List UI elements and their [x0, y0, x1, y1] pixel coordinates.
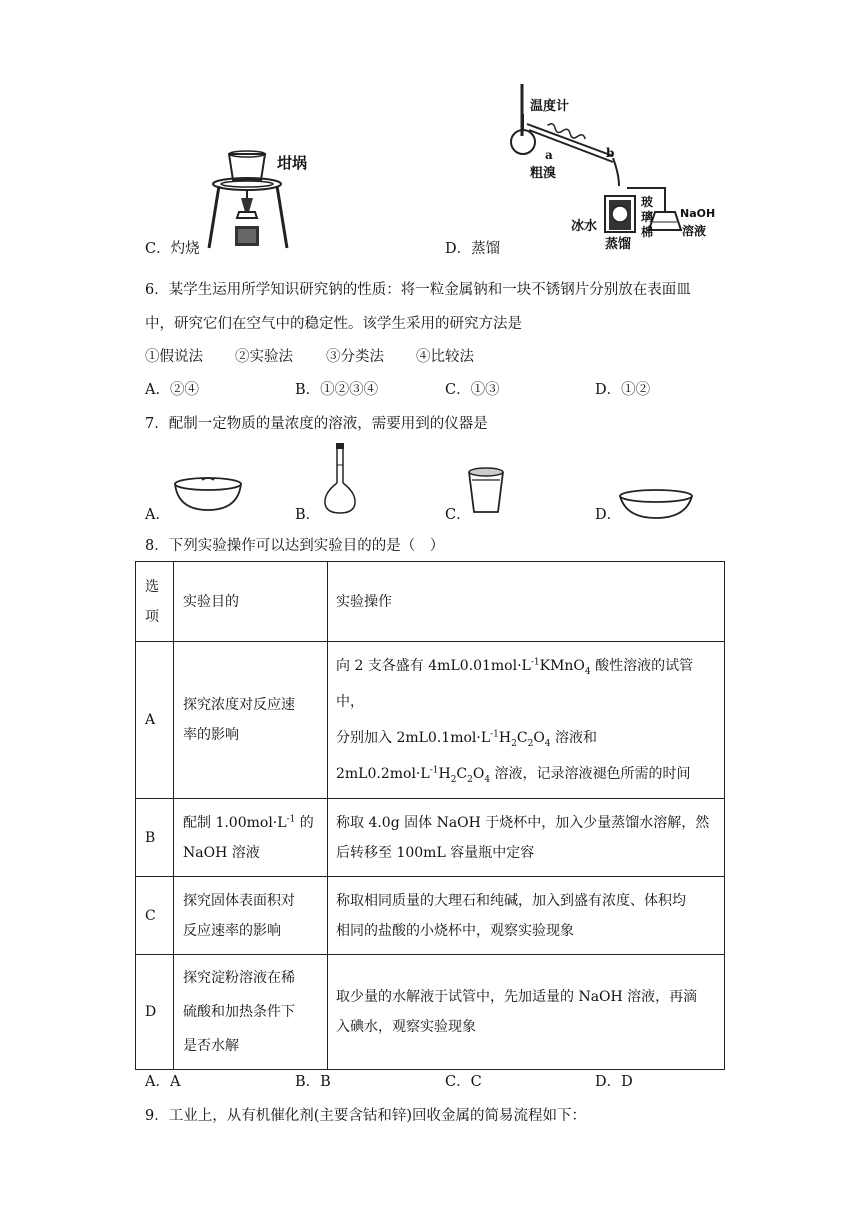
q6-option-b: B．①②③④	[295, 382, 379, 398]
q6-option-d: D．①②	[595, 382, 651, 398]
q7-option-a: A．	[145, 507, 170, 523]
q5-option-c: C．灼烧	[145, 241, 200, 257]
purpose-line: 率的影响	[183, 727, 239, 743]
table-header-row	[136, 562, 725, 642]
operation-line: 入碘水，观察实验现象	[336, 1019, 476, 1035]
row-operation	[328, 955, 725, 1070]
watch-glass-icon	[618, 488, 694, 520]
purpose-line: 探究固体表面积对	[183, 892, 295, 909]
operation-line: 相同的盐酸的小烧杯中，观察实验现象	[336, 922, 574, 939]
header-option-char1: 选	[145, 578, 159, 595]
purpose-line: 硫酸和加热条件下	[183, 1004, 295, 1020]
label-b: b	[606, 146, 615, 160]
header-option-char2: 项	[145, 608, 159, 625]
q6-option-a: A．②④	[145, 382, 199, 398]
row-key: A	[136, 642, 174, 799]
glass-wool-label-1: 玻	[641, 195, 654, 209]
q8-experiment-table	[135, 561, 725, 1070]
crude-bromine-label: 粗溴	[530, 166, 557, 181]
q6-option-c: C．①③	[445, 382, 500, 398]
row-purpose	[174, 642, 328, 799]
header-option	[136, 562, 174, 642]
q8-option-b: B．B	[295, 1074, 331, 1090]
q6-stem-line2: 中，研究它们在空气中的稳定性。该学生采用的研究方法是	[145, 316, 522, 332]
crucible-label: 坩埚	[277, 154, 308, 172]
glass-wool-label-2: 璃	[641, 210, 654, 224]
header-purpose: 实验目的	[174, 562, 328, 642]
row-purpose: 配制 $1.00mol\cdot L^{-1}$ 的 NaOH 溶液	[174, 799, 328, 877]
row-key: D	[136, 955, 174, 1070]
purpose-line: 探究淀粉溶液在稀	[183, 970, 295, 986]
operation-line: 取少量的水解液于试管中，先加适量的 NaOH 溶液，再滴	[336, 989, 698, 1005]
q9-stem: 9．工业上，从有机催化剂(主要含钴和锌)回收金属的简易流程如下：	[145, 1108, 587, 1124]
purpose-line: 反应速率的影响	[183, 922, 281, 939]
table-row	[136, 877, 725, 955]
q7-option-d: D．	[595, 507, 622, 523]
volumetric-flask-icon	[320, 443, 360, 515]
table-row	[136, 642, 725, 799]
row-operation: 向 2 支各盛有 $4mL0.01mol\cdot L^{-1}KMnO_4$ 酸性溶液的试管中， 分别加入 $2mL0.1mol\cdot L^{-1}H_2C_2O_4$ 溶液和 $2mL0.2mol\cdot L^{-1}H_2C_2O_4$ 溶液，记录溶液褪色所需的时间	[328, 642, 725, 799]
q7-stem: 7．配制一定物质的量浓度的溶液，需要用到的仪器是	[145, 416, 488, 432]
q7-option-c: C．	[445, 507, 471, 523]
distillate-label: 蒸馏	[605, 237, 632, 252]
crucible-icon	[466, 466, 506, 516]
thermometer-label: 温度计	[530, 99, 570, 114]
table-row	[136, 799, 725, 877]
solution-label: 溶液	[682, 224, 707, 238]
glass-wool-label-3: 棉	[641, 225, 654, 239]
q6-stem-line1: 6．某学生运用所学知识研究钠的性质：将一粒金属钠和一块不锈钢片分别放在表面皿	[145, 282, 691, 298]
q7-option-b: B．	[295, 507, 321, 523]
q6-method-2: ②实验法	[235, 349, 293, 365]
purpose-line: 探究浓度对反应速	[183, 697, 295, 713]
row-key: B	[136, 799, 174, 877]
operation-line: 称取相同质量的大理石和纯碱，加入到盛有浓度、体积均	[336, 892, 686, 909]
q6-method-4: ④比较法	[416, 349, 474, 365]
purpose-line: 是否水解	[183, 1038, 239, 1054]
header-operation: 实验操作	[328, 562, 725, 642]
row-purpose	[174, 877, 328, 955]
ice-water-label: 冰水	[571, 219, 598, 234]
row-operation: 称取 4.0g 固体 NaOH 于烧杯中，加入少量蒸馏水溶解，然 后转移至 100mL 容量瓶中定容	[328, 799, 725, 877]
evaporating-dish-icon	[172, 476, 244, 514]
row-operation	[328, 877, 725, 955]
q6-method-1: ①假说法	[145, 349, 203, 365]
naoh-label: NaOH	[680, 207, 716, 220]
q8-stem: 8．下列实验操作可以达到实验目的的是（ ）	[145, 538, 445, 554]
row-purpose	[174, 955, 328, 1070]
row-key: C	[136, 877, 174, 955]
q8-option-d: D．D	[595, 1074, 633, 1090]
q5-option-d: D．蒸馏	[445, 241, 501, 257]
q8-option-c: C．C	[445, 1074, 482, 1090]
label-a: a	[545, 148, 553, 162]
q6-method-3: ③分类法	[326, 349, 384, 365]
table-row	[136, 955, 725, 1070]
q8-option-a: A．A	[145, 1074, 181, 1090]
